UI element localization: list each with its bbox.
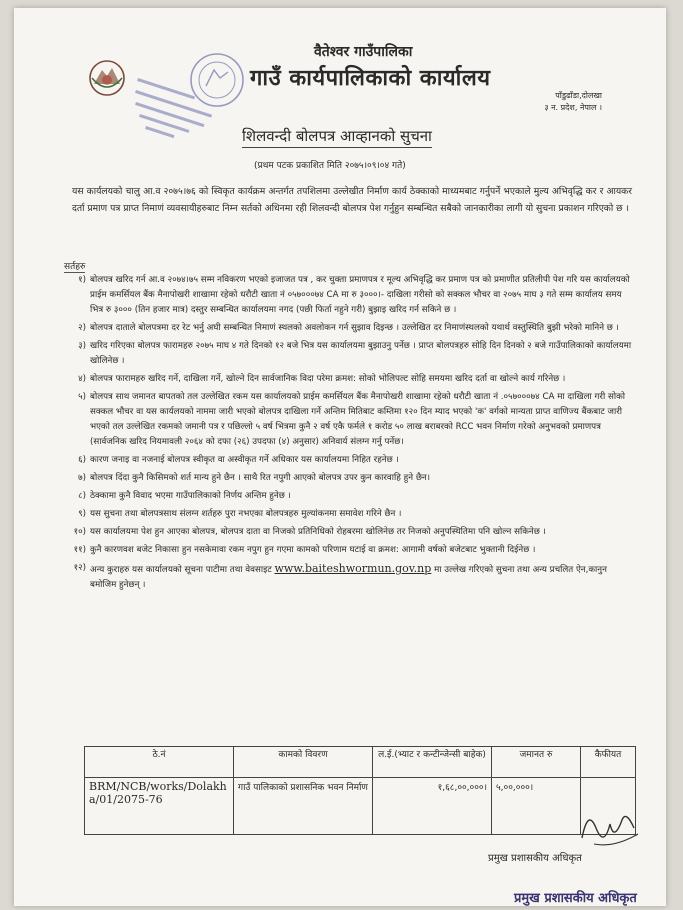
term-item [56,561,634,593]
website-link[interactable]: www.baiteshwormun.gov.np [274,562,432,575]
notice-paper [14,8,666,906]
term-number: १०) [73,527,86,537]
terms-heading: सर्तहरु [64,259,85,273]
term-item [56,543,634,558]
term-text: खरिद गरिएका बोलपत्र फारामहरु २०७५ माघ ४ गते दिनको १२ बजे भित्र यस कार्यालयमा बुझाउनु पर्नेछ । प्राप्त बोलपत्रहरु सोहि दिन दिनको २ बजे गाउँपालिकाको कार्यालयमा खोलिनेछ । [90,341,632,366]
term-item [56,489,634,504]
col-security: जमानत रु [492,747,581,778]
term-number: ९) [78,509,86,519]
term-item [56,321,634,336]
term12-post: मा उल्लेख गरिएको सुचना तथा अन्य प्रचलित ऐन,कानुन बमोजिम हुनेछन् । [90,565,607,590]
office-address [544,90,602,114]
term-text: बोलपत्र साथ जमानत बापतको तल उल्लेखित रकम यस कार्यालयको प्राईम कमर्सियल बैंक मैनापोखरी शाखामा रहेको धरौटी खाता नं .०५७०००७४ CA मा दाखिला गरी सोको सक्कल भौचर वा यस कार्यलयको नाममा जारी भएको बोलपत्र दाखिला गर्ने अन्तिम मितिबाट कम्तिमा १२० दिन म्याद भएको 'क' वर्गको मान्यता प्राप्त वाणिज्य बैंकबाट जारी भएको तल उल्लेखित रकमको जमानी पत्र र पछिल्लो ५ वर्ष भित्रमा कुनै २ वर्ष एकै फर्मले १ करोड ५० लाख बराबरको RCC भवन निर्माण गरेको अनुभवको प्रमाणपत्र (सार्वजनिक खरिद नियमावली २०६४ को दफा (२६) उपदफा (४) अनुसार) अनिवार्य संलग्न गर्नु पर्नेछ। [90,392,626,447]
col-description: कामको विवरण [234,747,373,778]
term-text: बोलपत्र दाताले बोलपत्रमा दर रेट भर्नु अघी सम्बन्धित निमाणं स्थलको अवलोकन गर्न सुझाव दिइन्छ । उल्लेखित दर निमाणंस्थलको यथार्थ वस्तुस्थिति बुझी भरेको मानिने छ । [90,323,619,333]
col-estimate: ल.ई.(भ्याट र कन्टीन्जेन्सी बाहेक) [373,747,492,778]
term-number: १२) [73,563,86,573]
cell-description: गाउँ पालिकाको प्रशासनिक भवन निर्माण [234,778,373,835]
nepal-emblem-icon [86,58,128,98]
term-item [56,372,634,387]
col-contract-no: ठे.नं [85,747,234,778]
publication-date: (प्रथम पटक प्रकाशित मिति २०७५।०९।०४ गते) [254,161,406,171]
signature-icon [574,798,644,858]
col-remarks: कैफीयत [581,747,636,778]
term-text: यस सुचना तथा बोलपत्रसाथ संलग्न शर्तहरु पुरा नभएका बोलपत्रहरु मुल्यांकनमा समावेश गरिने छैन । [90,509,402,519]
cell-contract-no: BRM/NCB/works/Dolakha/01/2075-76 [85,778,234,835]
term-text: बोलपत्र फारामहरु खरिद गर्ने, दाखिला गर्ने, खोल्ने दिन सार्वजानिक विदा परेमा क्रमश: सोको भोलिपल्ट सोहि समयमा खरिद दर्ता वा खोल्ने कार्य गरिनेछ । [90,374,566,384]
term-number: ७) [78,473,86,483]
address-line-2: ३ न. प्रदेश, नेपाल । [544,103,602,112]
contract-table [84,746,636,835]
term-item [56,390,634,450]
intro-paragraph: यस कार्यलयको चालु आ.व २०७५।७६ को स्विकृत कार्यक्रम अन्तर्गत तपशिलमा उल्लेखीत निर्माण कार्य ठेक्काको माध्यमबाट गर्नुपर्ने भएकाले मुल्य अभिवृद्धि कर र आयकर दर्ता प्रमाण पत्र प्राप्त निमाणं व्यवसायीहरुबाट निम्न सर्तको अधिनमा रही शिलवन्दी बोलपत्र पेश गर्नुहुन सम्बन्धित सबैको जानकारीका लागी यो सुचना प्रकाशन गरिएको छ । [72,186,632,214]
address-line-1: पाँडुढाँडा,दोलखा [555,91,602,100]
terms-list [56,273,634,596]
term-text: यस कार्यालयमा पेश हुन आएका बोलपत्र, बोलपत्र दाता वा निजको प्रतिनिधिको रोहबरमा खोलिनेछ तर निजको अनुपस्थितिमा पनि खोल्न सकिनेछ । [90,527,546,537]
cell-estimate: १,६८,००,०००। [373,778,492,835]
term-number: ६) [78,455,86,465]
term-text [90,561,634,593]
term-item [56,453,634,468]
term-number: ५) [78,392,86,402]
term-item [56,507,634,522]
cell-security: ५,००,०००। [492,778,581,835]
office-title: गाउँ कार्यपालिकाको कार्यालय [250,66,491,91]
term-number: ११) [73,545,86,555]
term-item [56,525,634,540]
term-text: कारण जनाइ वा नजनाई बोलपत्र स्वीकृत वा अस्वीकृत गर्ने अधिकार यस कार्यालयमा निहित रहनेछ । [90,455,399,465]
term-number: ८) [78,491,86,501]
term-number: ४) [78,374,86,384]
officer-label: प्रमुख प्रशासकीय अधिकृत [488,853,582,864]
term-number: ३) [78,341,86,351]
notice-title: शिलवन्दी बोलपत्र आव्हानको सुचना [242,126,432,148]
municipality-name: वैतेश्वर गाउँपालिका [314,44,413,60]
term-item [56,471,634,486]
term-item [56,339,634,369]
table-row [85,778,636,835]
table-header-row [85,747,636,778]
term12-pre: अन्य कुराहरु यस कार्यालयको सूचना पाटीमा तथा वेवसाइट [90,565,272,575]
office-seal-stamp [132,48,260,140]
term-text: कुनै कारणवश बजेट निकासा हुन नसकेमावा रकम नपुग हुन गएमा कामको परिणाम घटाई वा क्रमश: आगामी वर्षको बजेटबाट भुक्तानी दिईनेछ । [90,545,536,555]
officer-stamp: प्रमुख प्रशासकीय अधिकृत [514,891,637,906]
term-text: ठेक्कामा कुनै विवाद भएमा गाउँपालिकाको निर्णय अन्तिम हुनेछ । [90,491,291,501]
term-number: २) [78,323,86,333]
term-number: १) [78,275,86,285]
term-text: बोलपत्र दिंदा कुनै किसिमको शर्त मान्य हुने छैन । साथै रित नपुगी आएको बोलपत्र उपर कुन कारवाहि हुने छैन। [90,473,431,483]
term-text: बोलपत्र खरिद गर्न आ.व २०७४।७५ सम्म नविकरण भएको इजाजत पत्र , कर चुक्ता प्रमाणपत्र र मूल्य अभिवृद्धि कर प्रमाण पत्र को प्रमाणीत प्रतिलीपी पेश गरि यस कार्यालयको प्राईम कमर्सियल बैंक मैनापोखरी शाखामा रहेको धरौटी खाता नं ०५७०००७४ CA मा रु ३०००।- दाखिला गरीसो को सक्कल भौचर वा २०७५ माघ ३ गते सम्म कार्यालय समय भित्र रु ३००० (तिन हजार मात्र) दस्तुर सम्बन्धित कार्यालयमा नगद (पछी फिर्ता नहुने गरी) बुझाइ खरिद गर्न सकिने छ । [90,275,630,315]
term-item [56,273,634,318]
